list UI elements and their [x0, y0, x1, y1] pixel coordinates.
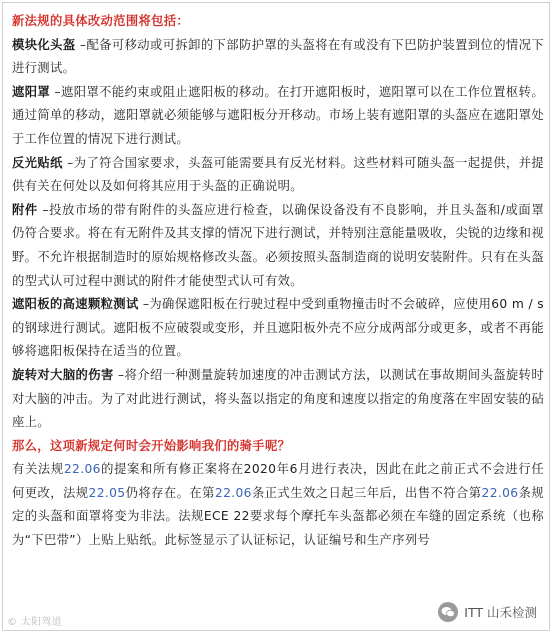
paragraph-reflective-sticker — [12, 152, 544, 199]
closing-text: 有关法规 — [12, 462, 64, 477]
closing-text: 仍将存在。在第 — [125, 485, 215, 500]
article-frame — [2, 2, 550, 631]
term-description: –将介绍一种测量旋转加速度的冲击测试方法，以测试在事故期间头盔旋转时对大脑的冲击。为了对此进行测试，将头盔以指定的角度和速度以指定的角度落在牢固安装的砧座上。 — [12, 367, 544, 430]
account-watermark — [434, 600, 541, 624]
paragraph-rotational-injury — [12, 364, 544, 435]
term-label: 旋转对大脑的伤害 — [12, 367, 114, 382]
term-description: –投放市场的带有附件的头盔应进行检查，以确保设备没有不良影响，并且头盔和/或面罩仍符合要求。将在有无附件及其支撑的情况下进行测试，并特别注意能量吸收，尖锐的边缘和视野。不允许根据制造时的原始规格修改头盔。必须按照头盔制造商的说明安装附件。只有在头盔的型式认可过程中测试的附件才能使型式认可有效。 — [12, 202, 544, 288]
paragraph-accessories — [12, 199, 544, 293]
closing-text: 的提案和所有修正案将在2020年6月进行表决，因此在此之前正式不会进行任何更改，法规 — [12, 462, 544, 500]
paragraph-particle-test — [12, 293, 544, 364]
account-name: ITT 山禾检测 — [464, 605, 537, 620]
source-watermark: © 太阳驾道 — [7, 617, 62, 628]
term-description: –遮阳罩不能约束或阻止遮阳板的移动。在打开遮阳板时，遮阳罩可以在工作位置枢转。通过简单的移动，遮阳罩就必须能够与遮阳板分开移动。市场上装有遮阳罩的头盔应在遮阳罩处于工作位置的情况下进行测试。 — [12, 84, 544, 146]
term-label: 反光贴纸 — [12, 155, 63, 170]
wechat-icon — [438, 602, 458, 622]
regulation-number: 22.06 — [481, 485, 519, 500]
paragraph-timeline — [12, 458, 544, 552]
term-description: –为了符合国家要求，头盔可能需要具有反光材料。这些材料可随头盔一起提供，并提供有关在何处以及如何将其应用于头盔的正确说明。 — [12, 155, 544, 194]
term-label: 模块化头盔 — [12, 37, 76, 52]
regulation-number: 22.06 — [214, 485, 252, 500]
question-heading: 那么，这项新规定何时会开始影响我们的骑手呢？ — [12, 438, 291, 453]
term-label: 附件 — [12, 202, 38, 217]
term-label: 遮阳板的高速颗粒测试 — [12, 297, 139, 312]
article-content — [12, 10, 544, 553]
paragraph-modular-helmet — [12, 34, 544, 81]
term-description: –为确保遮阳板在行驶过程中受到重物撞击时不会破碎，应使用60 m / s的钢球进行测试。遮阳板不应破裂或变形，并且遮阳板外壳不应分成两部分或更多，或者不再能够将遮阳板保持在适当的位置。 — [12, 297, 544, 359]
regulation-number: 22.06 — [63, 462, 101, 477]
closing-text: 条正式生效之日起三年后，出售不符合第 — [251, 485, 482, 500]
closing-text: 条规定的头盔和面罩将变为非法。法规ECE 22要求每个摩托车头盔都必须在车缝的固定系统（也称为“下巴带”）上贴上贴纸。此标签显示了认证标记，认证编号和生产序列号 — [12, 485, 545, 548]
paragraph-sun-visor — [12, 81, 544, 152]
term-label: 遮阳罩 — [12, 84, 51, 99]
term-description: –配备可移动或可拆卸的下部防护罩的头盔将在有或没有下巴防护装置到位的情况下进行测试。 — [12, 37, 544, 76]
regulation-number: 22.05 — [88, 485, 126, 500]
section-heading: 新法规的具体改动范围将包括： — [12, 14, 190, 28]
